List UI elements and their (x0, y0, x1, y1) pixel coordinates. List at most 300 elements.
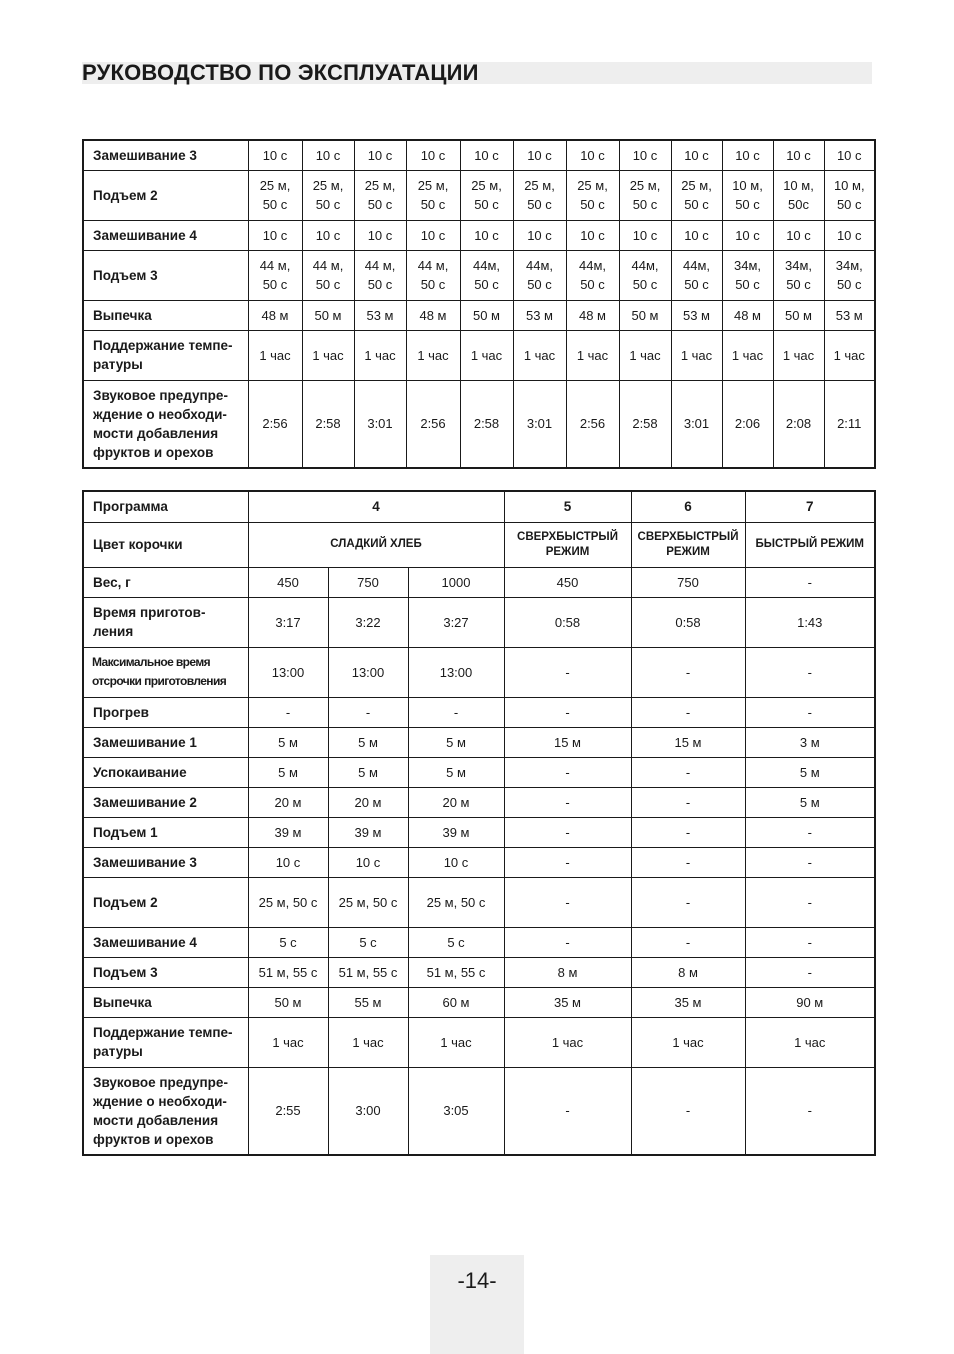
text-line: 44 м, (259, 258, 291, 273)
row-label (83, 597, 248, 647)
table-cell: 1 час (460, 330, 513, 380)
text-line: 50 с (315, 197, 341, 212)
row-label: Замешивание 2 (83, 787, 248, 817)
row-label: Выпечка (83, 987, 248, 1017)
table-cell: 10 с (248, 220, 302, 250)
table-cell: 2:58 (302, 380, 354, 468)
table-cell: 48 м (722, 300, 773, 330)
text-line: 34м, (784, 258, 812, 273)
table-cell: 2:58 (460, 380, 513, 468)
table-row (83, 847, 875, 877)
crust-mode (504, 522, 631, 567)
page-title: РУКОВОДСТВО ПО ЭКСПЛУАТАЦИИ (82, 60, 479, 85)
table-cell: 1 час (302, 330, 354, 380)
text-line: 44 м, (312, 258, 344, 273)
table-cell: 10 с (406, 140, 460, 170)
table-cell: 25 м, 50 с (408, 877, 504, 927)
table-cell: 750 (328, 567, 408, 597)
text-line: 44м, (682, 258, 710, 273)
text-line: СЛАДКИЙ ХЛЕБ (330, 538, 422, 550)
table-cell: 25 м, 50 с (328, 877, 408, 927)
table-cell: 13:00 (248, 647, 328, 697)
text-line: РЕЖИМ (545, 545, 590, 558)
table-row (83, 697, 875, 727)
text-line: мости добавления (93, 425, 219, 441)
table-cell: 1 час (824, 330, 875, 380)
table-cell: 53 м (824, 300, 875, 330)
table-row (83, 757, 875, 787)
table-cell: 53 м (354, 300, 406, 330)
table-cell: 1 час (566, 330, 619, 380)
table-cell: 90 м (745, 987, 875, 1017)
table-cell: - (504, 787, 631, 817)
program-number: 7 (745, 491, 875, 522)
table-row (83, 300, 875, 330)
row-label (83, 1017, 248, 1067)
text-line: 34м, (835, 258, 863, 273)
table-cell: 50 м (773, 300, 824, 330)
text-line: 50 с (367, 197, 393, 212)
table-cell (460, 170, 513, 220)
table-cell: - (745, 927, 875, 957)
table-cell: - (745, 957, 875, 987)
table-cell: 15 м (504, 727, 631, 757)
table-cell: 10 с (566, 140, 619, 170)
table-cell (671, 170, 722, 220)
table-cell: - (248, 697, 328, 727)
table-cell: 10 с (302, 140, 354, 170)
table-row (83, 380, 875, 468)
table-cell: 2:08 (773, 380, 824, 468)
row-label (83, 647, 248, 697)
text-line: ратуры (93, 357, 143, 372)
table-cell: 13:00 (408, 647, 504, 697)
text-line: ждение о необходи- (93, 1093, 227, 1109)
text-line: 25 м, (259, 178, 291, 193)
table-cell: - (745, 647, 875, 697)
table-cell: 48 м (566, 300, 619, 330)
text-line: 25 м, (629, 178, 661, 193)
table-cell: 3 м (745, 727, 875, 757)
table-cell: 53 м (513, 300, 566, 330)
table-cell: 50 м (460, 300, 513, 330)
table-cell: 20 м (248, 787, 328, 817)
table-cell (824, 170, 875, 220)
table-cell: 3:01 (354, 380, 406, 468)
row-label: Успокаивание (83, 757, 248, 787)
table-cell: 450 (504, 567, 631, 597)
text-line: отсрочки приготовления (92, 674, 227, 688)
table-cell: 10 с (408, 847, 504, 877)
table-cell: 10 с (328, 847, 408, 877)
text-line: мости добавления (93, 1112, 219, 1128)
table-row (83, 567, 875, 597)
table-cell: - (328, 697, 408, 727)
table-cell: 1 час (513, 330, 566, 380)
table-cell: 10 с (773, 220, 824, 250)
text-line: 44м, (578, 258, 606, 273)
table-cell (460, 250, 513, 300)
text-line: Звуковое предупре- (93, 1074, 228, 1090)
table-cell (302, 170, 354, 220)
table-cell: 15 м (631, 727, 745, 757)
text-line: 50 с (527, 277, 552, 292)
table-cell: 3:05 (408, 1067, 504, 1155)
table-cell: 10 с (460, 220, 513, 250)
table-cell: 3:01 (513, 380, 566, 468)
text-line: 25 м, (577, 178, 608, 193)
table-cell: - (631, 787, 745, 817)
table-row (83, 1067, 875, 1155)
text-line: 50 с (474, 277, 499, 292)
text-line: 50 с (684, 277, 709, 292)
table-cell: 5 м (248, 757, 328, 787)
table-cell: 10 с (773, 140, 824, 170)
table-cell: 1 час (408, 1017, 504, 1067)
table-cell: 10 с (566, 220, 619, 250)
text-line: БЫСТРЫЙ РЕЖИМ (755, 538, 865, 550)
table-cell: - (504, 697, 631, 727)
text-line: РЕЖИМ (666, 545, 710, 558)
text-line: 50 с (735, 277, 760, 292)
table-row (83, 787, 875, 817)
table-cell: 0:58 (504, 597, 631, 647)
text-line: Звуковое предупре- (93, 387, 228, 403)
table-cell: 0:58 (631, 597, 745, 647)
text-line: ждение о необходи- (93, 406, 227, 422)
table-cell: 51 м, 55 с (328, 957, 408, 987)
table-cell: 25 м, 50 с (248, 877, 328, 927)
table-row (83, 250, 875, 300)
row-label (83, 380, 248, 468)
table-cell: 10 с (248, 847, 328, 877)
table-cell: 35 м (631, 987, 745, 1017)
table-cell: 10 с (722, 140, 773, 170)
table-cell: 1000 (408, 567, 504, 597)
table-cell: - (631, 847, 745, 877)
table-cell: 10 с (513, 140, 566, 170)
table-cell: 50 м (619, 300, 671, 330)
text-line: 50 с (735, 197, 760, 212)
table-cell: - (408, 697, 504, 727)
text-line: 50 с (527, 197, 552, 212)
text-line: 10 м, (732, 178, 763, 193)
table-cell (513, 170, 566, 220)
text-line: 50 с (367, 277, 393, 292)
table-cell: - (631, 1067, 745, 1155)
table-cell: - (631, 817, 745, 847)
table-cell: 51 м, 55 с (408, 957, 504, 987)
table-cell: 60 м (408, 987, 504, 1017)
text-line: 25 м, (417, 178, 449, 193)
row-label: Подъем 2 (83, 877, 248, 927)
table-cell: - (631, 757, 745, 787)
table-cell: - (631, 927, 745, 957)
table-cell: 1 час (631, 1017, 745, 1067)
table-cell: 2:56 (248, 380, 302, 468)
text-line: фруктов и орехов (93, 1131, 214, 1147)
table-cell: 10 с (619, 140, 671, 170)
program-number: 4 (248, 491, 504, 522)
text-line: 50 с (684, 197, 709, 212)
text-line: 25 м, (364, 178, 396, 193)
table-cell: 1 час (773, 330, 824, 380)
table-cell (619, 250, 671, 300)
crust-mode (631, 522, 745, 567)
table-cell (824, 250, 875, 300)
table-cell (671, 250, 722, 300)
table-cell (773, 250, 824, 300)
table-cell: - (745, 697, 875, 727)
text-line: 10 м, (833, 178, 865, 193)
crust-row (83, 522, 875, 567)
text-line: ратуры (93, 1044, 143, 1059)
table-cell: 39 м (248, 817, 328, 847)
text-line: 44м, (631, 258, 659, 273)
table-cell: 1 час (248, 330, 302, 380)
row-label: Цвет корочки (83, 522, 248, 567)
table-row (83, 877, 875, 927)
table-cell (248, 250, 302, 300)
program-header-row (83, 491, 875, 522)
row-label: Прогрев (83, 697, 248, 727)
table-row (83, 140, 875, 170)
table-cell: 1 час (504, 1017, 631, 1067)
table-cell: - (504, 927, 631, 957)
text-line: СВЕРХБЫСТРЫЙ (637, 530, 739, 543)
table-cell: 1 час (406, 330, 460, 380)
table-cell: 10 с (619, 220, 671, 250)
text-line: 50 с (262, 197, 288, 212)
table-cell: 3:27 (408, 597, 504, 647)
table-cell (566, 250, 619, 300)
table-cell: 50 м (248, 987, 328, 1017)
table-cell (722, 170, 773, 220)
table-cell: 750 (631, 567, 745, 597)
table-cell: 8 м (504, 957, 631, 987)
row-label: Подъем 3 (83, 250, 248, 300)
text-line: 50 с (786, 277, 811, 292)
table-cell (773, 170, 824, 220)
text-line: 25 м, (681, 178, 712, 193)
table-cell (406, 170, 460, 220)
table-cell: - (504, 847, 631, 877)
table-row (83, 597, 875, 647)
table-cell: 10 с (671, 220, 722, 250)
table-cell (354, 250, 406, 300)
program-number: 6 (631, 491, 745, 522)
text-line: Максимальное время (92, 655, 210, 669)
row-label: Подъем 2 (83, 170, 248, 220)
text-line: 50 с (836, 277, 862, 292)
table-cell: 5 м (745, 787, 875, 817)
table-cell (619, 170, 671, 220)
table-cell: 2:56 (406, 380, 460, 468)
row-label: Подъем 1 (83, 817, 248, 847)
table-cell: 10 с (302, 220, 354, 250)
table-cell: 2:06 (722, 380, 773, 468)
table-cell: 10 с (354, 140, 406, 170)
text-line: Поддержание темпе- (93, 338, 233, 353)
text-line: 50 с (420, 277, 446, 292)
table-cell: 51 м, 55 с (248, 957, 328, 987)
table-cell: 48 м (248, 300, 302, 330)
table-row (83, 1017, 875, 1067)
table-cell: 3:22 (328, 597, 408, 647)
table-row (83, 170, 875, 220)
text-line: 44м, (472, 258, 500, 273)
table-cell (566, 170, 619, 220)
table-cell: 5 м (408, 757, 504, 787)
text-line: 25 м, (524, 178, 555, 193)
table-cell: 55 м (328, 987, 408, 1017)
row-label: Замешивание 3 (83, 847, 248, 877)
table-cell: 10 с (354, 220, 406, 250)
table-cell: 3:01 (671, 380, 722, 468)
table-cell: 50 м (302, 300, 354, 330)
table-cell: 35 м (504, 987, 631, 1017)
text-line: Поддержание темпе- (93, 1025, 233, 1040)
table-cell: - (745, 1067, 875, 1155)
table-cell: 39 м (408, 817, 504, 847)
table-cell: - (504, 757, 631, 787)
text-line: 50с (788, 197, 809, 212)
text-line: 50 с (836, 197, 862, 212)
text-line: Время приготов- (93, 605, 206, 620)
table-cell (302, 250, 354, 300)
table-row (83, 987, 875, 1017)
table-cell: 450 (248, 567, 328, 597)
table-cell: 1 час (619, 330, 671, 380)
table-cell: 2:11 (824, 380, 875, 468)
row-label: Замешивание 4 (83, 927, 248, 957)
text-line: 50 с (632, 277, 658, 292)
text-line: 50 с (580, 197, 605, 212)
table-cell: 53 м (671, 300, 722, 330)
table-cell: 5 с (248, 927, 328, 957)
table-cell: - (504, 877, 631, 927)
table-cell: 1 час (354, 330, 406, 380)
row-label (83, 1067, 248, 1155)
row-label: Подъем 3 (83, 957, 248, 987)
row-label: Замешивание 4 (83, 220, 248, 250)
table-row (83, 330, 875, 380)
row-label: Программа (83, 491, 248, 522)
table-cell: 10 с (671, 140, 722, 170)
table-cell: - (745, 877, 875, 927)
table-cell: 3:00 (328, 1067, 408, 1155)
text-line: ления (93, 624, 134, 639)
table-row (83, 817, 875, 847)
table-cell: 1 час (328, 1017, 408, 1067)
row-label (83, 330, 248, 380)
table-cell: 10 с (722, 220, 773, 250)
text-line: 50 с (315, 277, 341, 292)
table-cell: 10 с (513, 220, 566, 250)
row-label: Замешивание 1 (83, 727, 248, 757)
text-line: СВЕРХБЫСТРЫЙ (517, 530, 618, 543)
program-table-1 (82, 139, 876, 469)
table-cell: 5 м (745, 757, 875, 787)
text-line: 50 с (420, 197, 446, 212)
table-cell: 5 м (328, 757, 408, 787)
table-cell: - (745, 817, 875, 847)
row-label: Вес, г (83, 567, 248, 597)
table-cell: 39 м (328, 817, 408, 847)
text-line: 50 с (632, 197, 658, 212)
text-line: 25 м, (471, 178, 502, 193)
text-line: 50 с (474, 197, 499, 212)
row-label: Замешивание 3 (83, 140, 248, 170)
table-cell: - (631, 647, 745, 697)
table-cell: - (631, 697, 745, 727)
table-cell: 8 м (631, 957, 745, 987)
table-row (83, 927, 875, 957)
text-line: 25 м, (312, 178, 344, 193)
table-cell: 2:58 (619, 380, 671, 468)
table-cell (513, 250, 566, 300)
text-line: 44 м, (364, 258, 396, 273)
text-line: 44 м, (417, 258, 449, 273)
table-cell: 13:00 (328, 647, 408, 697)
crust-mode (745, 522, 875, 567)
text-line: 50 с (580, 277, 605, 292)
table-row (83, 220, 875, 250)
table-cell (354, 170, 406, 220)
table-cell: 2:56 (566, 380, 619, 468)
table-cell: 48 м (406, 300, 460, 330)
text-line: 50 с (262, 277, 288, 292)
table-cell: 5 м (408, 727, 504, 757)
table-cell: 20 м (328, 787, 408, 817)
page-number: -14- (457, 1268, 497, 1293)
table-cell: 10 с (824, 220, 875, 250)
table-cell: 2:55 (248, 1067, 328, 1155)
table-cell: 1 час (248, 1017, 328, 1067)
table-cell (722, 250, 773, 300)
table-cell: 5 м (328, 727, 408, 757)
table-cell: 3:17 (248, 597, 328, 647)
program-number: 5 (504, 491, 631, 522)
table-cell: 10 с (406, 220, 460, 250)
row-label: Выпечка (83, 300, 248, 330)
table-row (83, 647, 875, 697)
table-cell: - (631, 877, 745, 927)
table-cell: 1 час (671, 330, 722, 380)
table-cell: 10 с (248, 140, 302, 170)
table-cell: 1 час (722, 330, 773, 380)
table-cell: - (745, 567, 875, 597)
table-cell: - (504, 1067, 631, 1155)
program-table-2 (82, 490, 876, 1156)
table-cell: - (745, 847, 875, 877)
table-cell: 5 с (328, 927, 408, 957)
table-cell: 10 с (824, 140, 875, 170)
table-cell: 10 с (460, 140, 513, 170)
table-cell: 1 час (745, 1017, 875, 1067)
text-line: 44м, (525, 258, 553, 273)
text-line: 10 м, (783, 178, 814, 193)
table-cell: 5 м (248, 727, 328, 757)
text-line: фруктов и орехов (93, 444, 214, 460)
table-cell: 5 с (408, 927, 504, 957)
table-cell: 1:43 (745, 597, 875, 647)
table-cell: 20 м (408, 787, 504, 817)
table-cell (406, 250, 460, 300)
table-row (83, 727, 875, 757)
table-cell (248, 170, 302, 220)
table-cell: - (504, 817, 631, 847)
